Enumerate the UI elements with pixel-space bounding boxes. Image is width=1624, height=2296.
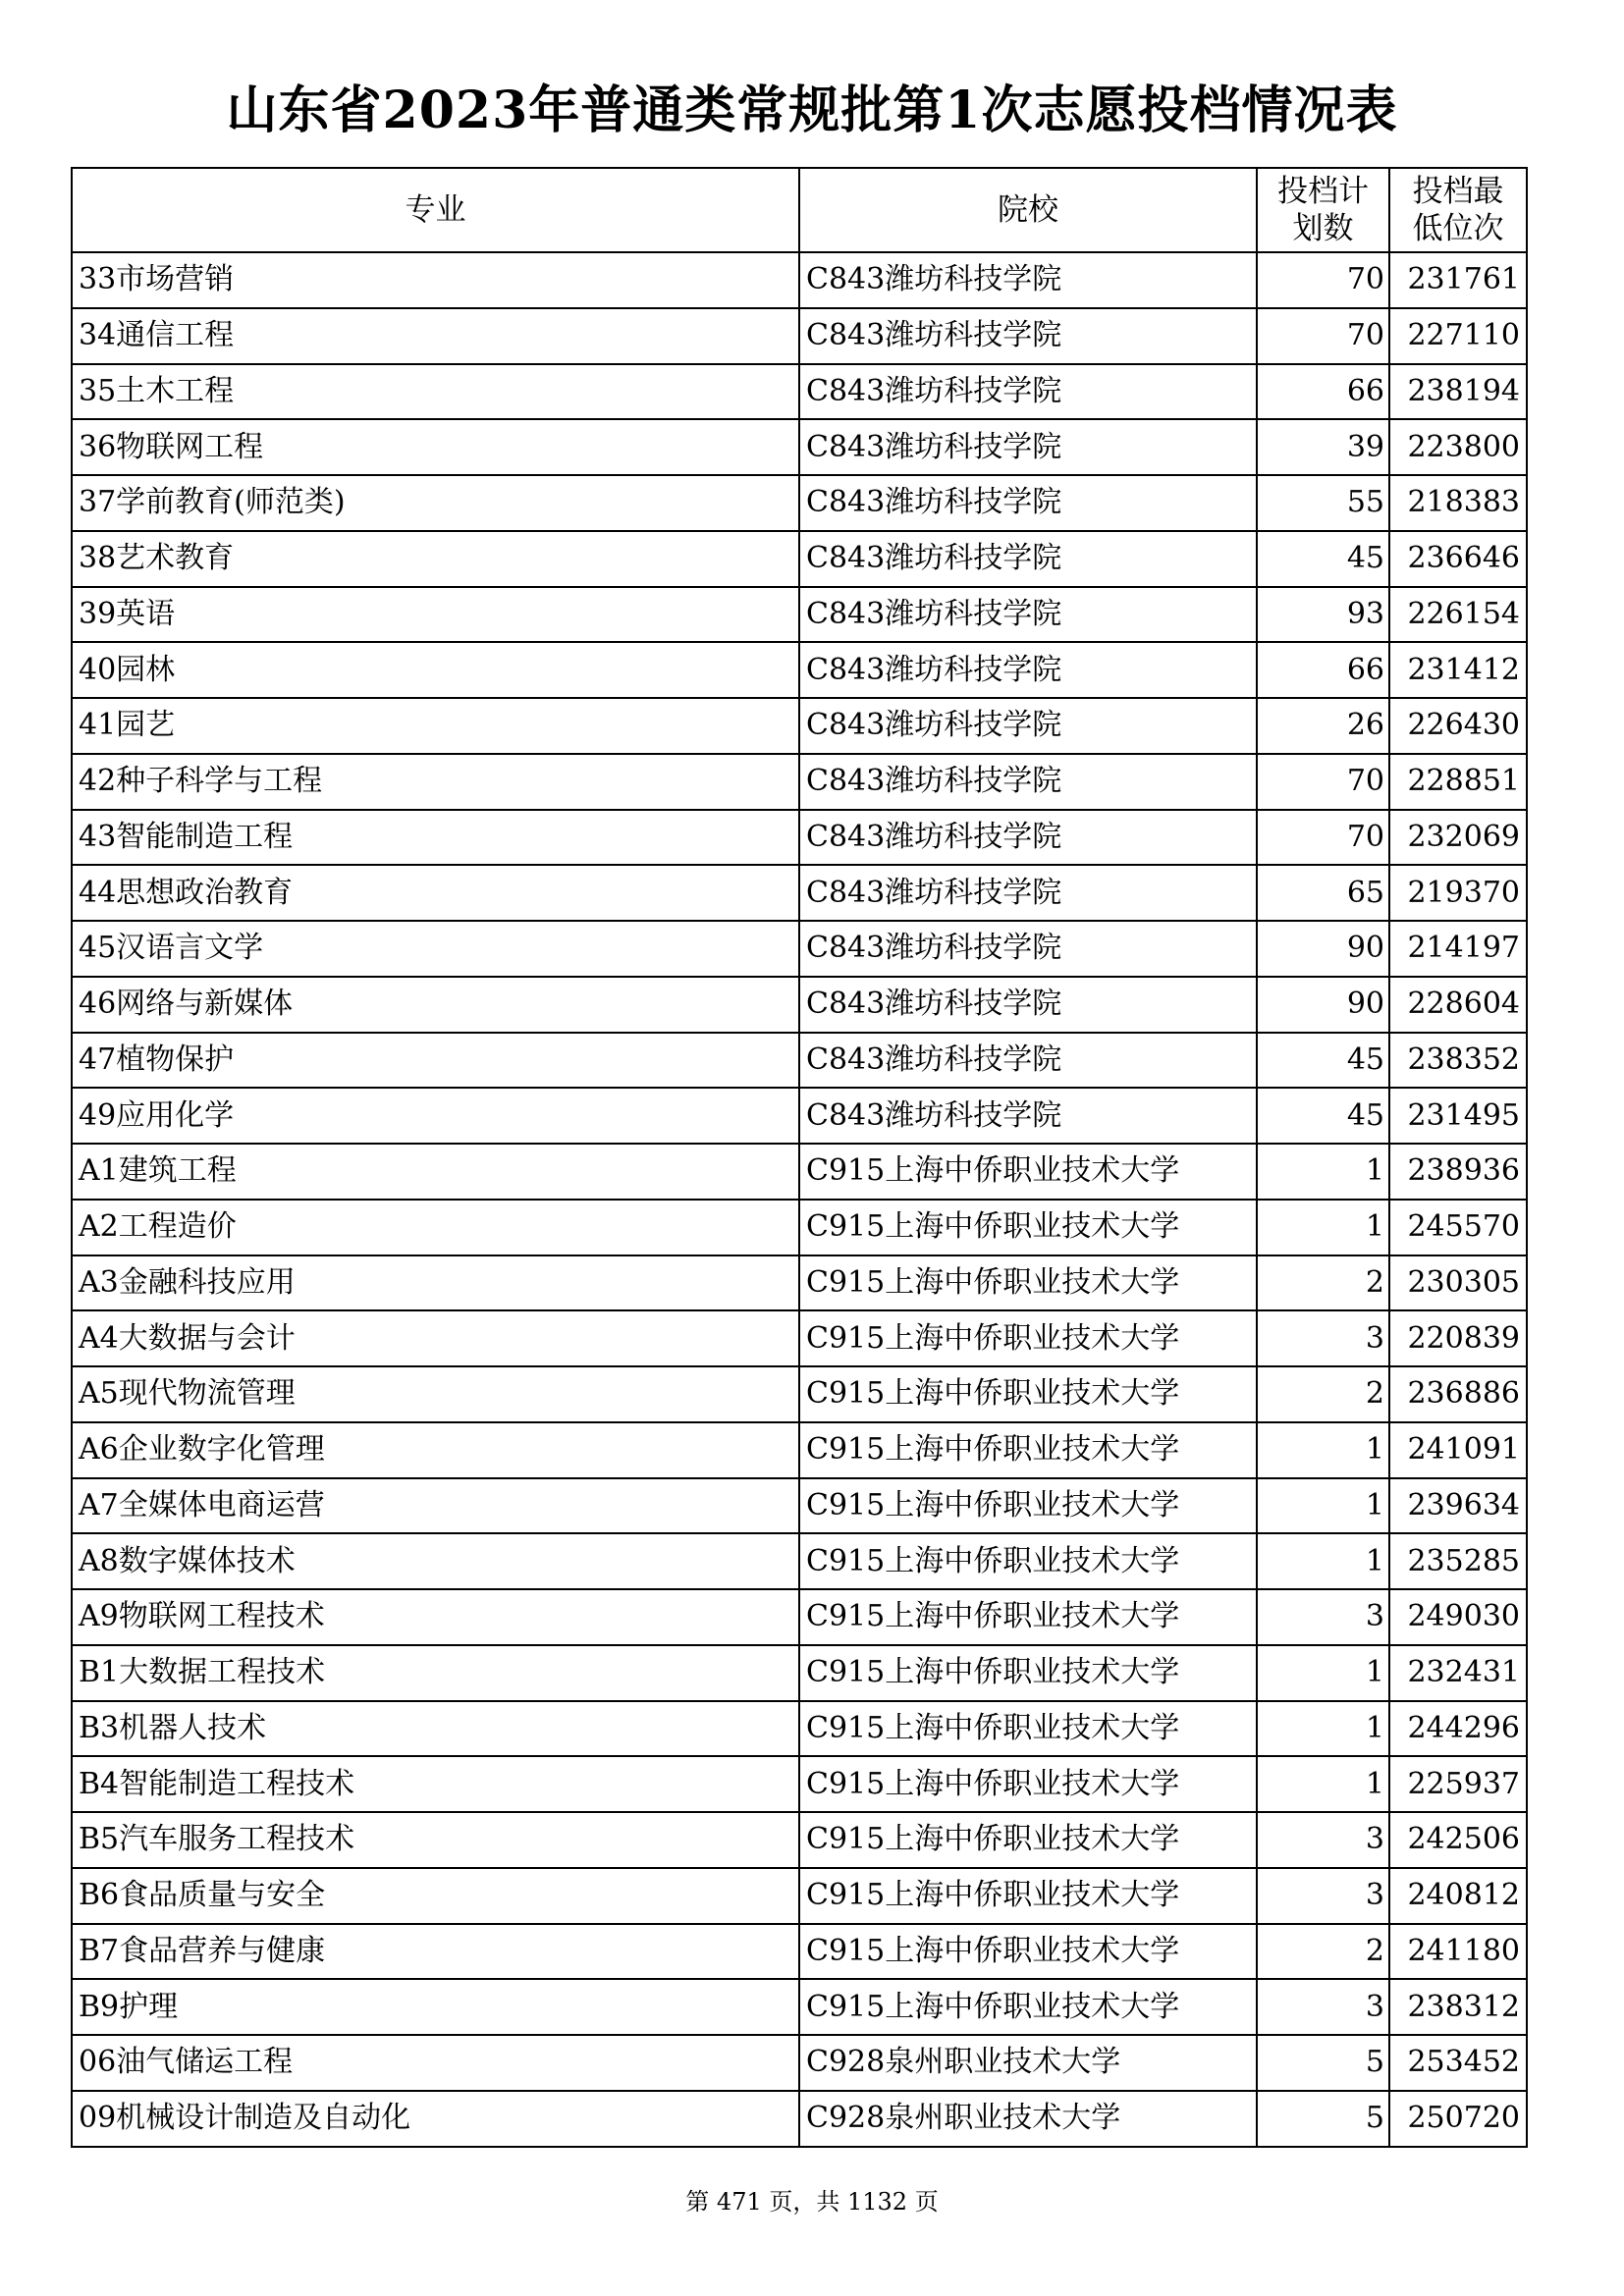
cell-rank: 241180: [1389, 1924, 1527, 1980]
cell-major: 06油气储运工程: [72, 2035, 799, 2091]
table-row: [72, 1422, 1527, 1478]
cell-rank: 242506: [1389, 1812, 1527, 1868]
cell-rank: 226154: [1389, 587, 1527, 643]
cell-plan: 70: [1257, 252, 1389, 308]
cell-plan: 1: [1257, 1645, 1389, 1701]
cell-major: 40园林: [72, 642, 799, 698]
cell-major: B6食品质量与安全: [72, 1868, 799, 1924]
cell-plan: 66: [1257, 642, 1389, 698]
cell-rank: 227110: [1389, 308, 1527, 364]
table-row: [72, 1812, 1527, 1868]
table-row: [72, 754, 1527, 810]
cell-rank: 238936: [1389, 1144, 1527, 1200]
cell-school: C928泉州职业技术大学: [799, 2091, 1257, 2147]
cell-school: C843潍坊科技学院: [799, 308, 1257, 364]
table-row: [72, 1478, 1527, 1534]
cell-school: C843潍坊科技学院: [799, 1088, 1257, 1144]
cell-school: C843潍坊科技学院: [799, 977, 1257, 1033]
cell-rank: 228604: [1389, 977, 1527, 1033]
cell-rank: 223800: [1389, 419, 1527, 475]
page-title: 山东省2023年普通类常规批第1次志愿投档情况表: [226, 80, 1398, 140]
table-row: [72, 364, 1527, 420]
cell-school: C843潍坊科技学院: [799, 698, 1257, 754]
table-row: [72, 1310, 1527, 1366]
cell-rank: 250720: [1389, 2091, 1527, 2147]
header-rank-line2: 低位次: [1412, 211, 1504, 246]
cell-major: 47植物保护: [72, 1033, 799, 1089]
table-row: [72, 1255, 1527, 1311]
table-body: [72, 252, 1527, 2147]
cell-major: A6企业数字化管理: [72, 1422, 799, 1478]
cell-major: B9护理: [72, 1979, 799, 2035]
cell-major: 37学前教育(师范类): [72, 475, 799, 531]
header-rank-line1: 投档最: [1412, 174, 1504, 209]
cell-plan: 2: [1257, 1255, 1389, 1311]
cell-plan: 3: [1257, 1589, 1389, 1645]
cell-school: C915上海中侨职业技术大学: [799, 1701, 1257, 1757]
table-row: [72, 1924, 1527, 1980]
cell-school: C843潍坊科技学院: [799, 531, 1257, 587]
cell-rank: 231495: [1389, 1088, 1527, 1144]
cell-major: 36物联网工程: [72, 419, 799, 475]
cell-plan: 1: [1257, 1756, 1389, 1812]
cell-major: B5汽车服务工程技术: [72, 1812, 799, 1868]
cell-rank: 245570: [1389, 1200, 1527, 1255]
table-row: [72, 1033, 1527, 1089]
cell-rank: 214197: [1389, 921, 1527, 977]
cell-rank: 236646: [1389, 531, 1527, 587]
table-row: [72, 1366, 1527, 1422]
cell-school: C843潍坊科技学院: [799, 252, 1257, 308]
table-row: [72, 642, 1527, 698]
cell-rank: 232069: [1389, 810, 1527, 866]
cell-rank: 220839: [1389, 1310, 1527, 1366]
cell-plan: 5: [1257, 2035, 1389, 2091]
cell-major: A2工程造价: [72, 1200, 799, 1255]
cell-school: C915上海中侨职业技术大学: [799, 1533, 1257, 1589]
header-plan-line1: 投档计: [1277, 174, 1369, 209]
cell-school: C843潍坊科技学院: [799, 419, 1257, 475]
table-row: [72, 1645, 1527, 1701]
cell-school: C843潍坊科技学院: [799, 364, 1257, 420]
cell-major: 41园艺: [72, 698, 799, 754]
cell-major: A9物联网工程技术: [72, 1589, 799, 1645]
cell-major: 33市场营销: [72, 252, 799, 308]
cell-plan: 45: [1257, 1088, 1389, 1144]
cell-school: C915上海中侨职业技术大学: [799, 1979, 1257, 2035]
table-row: [72, 1533, 1527, 1589]
table-row: [72, 419, 1527, 475]
cell-rank: 241091: [1389, 1422, 1527, 1478]
cell-plan: 90: [1257, 921, 1389, 977]
cell-school: C843潍坊科技学院: [799, 475, 1257, 531]
cell-rank: 236886: [1389, 1366, 1527, 1422]
cell-rank: 230305: [1389, 1255, 1527, 1311]
cell-school: C843潍坊科技学院: [799, 1033, 1257, 1089]
table-row: [72, 1756, 1527, 1812]
table-row: [72, 1589, 1527, 1645]
table-row: [72, 308, 1527, 364]
cell-school: C843潍坊科技学院: [799, 921, 1257, 977]
cell-plan: 3: [1257, 1868, 1389, 1924]
cell-major: 09机械设计制造及自动化: [72, 2091, 799, 2147]
cell-rank: 253452: [1389, 2035, 1527, 2091]
cell-rank: 226430: [1389, 698, 1527, 754]
cell-major: B4智能制造工程技术: [72, 1756, 799, 1812]
cell-plan: 26: [1257, 698, 1389, 754]
header-school: 院校: [799, 168, 1257, 252]
cell-major: B3机器人技术: [72, 1701, 799, 1757]
cell-major: A1建筑工程: [72, 1144, 799, 1200]
cell-plan: 55: [1257, 475, 1389, 531]
cell-rank: 218383: [1389, 475, 1527, 531]
cell-school: C915上海中侨职业技术大学: [799, 1478, 1257, 1534]
cell-major: A8数字媒体技术: [72, 1533, 799, 1589]
table-row: [72, 475, 1527, 531]
cell-major: A3金融科技应用: [72, 1255, 799, 1311]
table-row: [72, 1144, 1527, 1200]
cell-plan: 39: [1257, 419, 1389, 475]
cell-rank: 232431: [1389, 1645, 1527, 1701]
page-footer: 第 471 页，共 1132 页: [685, 2188, 939, 2216]
table-row: [72, 1200, 1527, 1255]
cell-plan: 93: [1257, 587, 1389, 643]
cell-school: C843潍坊科技学院: [799, 865, 1257, 921]
cell-plan: 1: [1257, 1701, 1389, 1757]
cell-rank: 238194: [1389, 364, 1527, 420]
cell-plan: 1: [1257, 1422, 1389, 1478]
cell-plan: 2: [1257, 1924, 1389, 1980]
cell-major: B7食品营养与健康: [72, 1924, 799, 1980]
cell-school: C915上海中侨职业技术大学: [799, 1366, 1257, 1422]
cell-major: 46网络与新媒体: [72, 977, 799, 1033]
cell-rank: 235285: [1389, 1533, 1527, 1589]
cell-plan: 45: [1257, 1033, 1389, 1089]
cell-rank: 238352: [1389, 1033, 1527, 1089]
cell-major: A4大数据与会计: [72, 1310, 799, 1366]
cell-rank: 244296: [1389, 1701, 1527, 1757]
header-rank: [1389, 168, 1527, 252]
cell-major: 44思想政治教育: [72, 865, 799, 921]
cell-school: C915上海中侨职业技术大学: [799, 1868, 1257, 1924]
cell-major: 38艺术教育: [72, 531, 799, 587]
cell-plan: 1: [1257, 1144, 1389, 1200]
admission-table: [71, 167, 1528, 2148]
cell-rank: 249030: [1389, 1589, 1527, 1645]
cell-plan: 2: [1257, 1366, 1389, 1422]
header-plan: [1257, 168, 1389, 252]
cell-plan: 90: [1257, 977, 1389, 1033]
cell-major: 45汉语言文学: [72, 921, 799, 977]
table-row: [72, 1088, 1527, 1144]
cell-major: B1大数据工程技术: [72, 1645, 799, 1701]
cell-plan: 70: [1257, 810, 1389, 866]
cell-rank: 219370: [1389, 865, 1527, 921]
cell-major: 49应用化学: [72, 1088, 799, 1144]
header-plan-line2: 划数: [1292, 211, 1354, 246]
cell-school: C843潍坊科技学院: [799, 810, 1257, 866]
cell-plan: 66: [1257, 364, 1389, 420]
cell-plan: 70: [1257, 754, 1389, 810]
table-row: [72, 1979, 1527, 2035]
cell-major: 39英语: [72, 587, 799, 643]
cell-school: C915上海中侨职业技术大学: [799, 1645, 1257, 1701]
cell-major: A5现代物流管理: [72, 1366, 799, 1422]
cell-rank: 238312: [1389, 1979, 1527, 2035]
cell-school: C915上海中侨职业技术大学: [799, 1255, 1257, 1311]
cell-rank: 225937: [1389, 1756, 1527, 1812]
cell-major: 42种子科学与工程: [72, 754, 799, 810]
table-row: [72, 1701, 1527, 1757]
cell-major: 35土木工程: [72, 364, 799, 420]
cell-plan: 5: [1257, 2091, 1389, 2147]
header-major: 专业: [72, 168, 799, 252]
cell-school: C915上海中侨职业技术大学: [799, 1310, 1257, 1366]
table-row: [72, 698, 1527, 754]
cell-major: 43智能制造工程: [72, 810, 799, 866]
cell-school: C843潍坊科技学院: [799, 754, 1257, 810]
cell-rank: 239634: [1389, 1478, 1527, 1534]
cell-school: C915上海中侨职业技术大学: [799, 1200, 1257, 1255]
cell-plan: 70: [1257, 308, 1389, 364]
cell-school: C928泉州职业技术大学: [799, 2035, 1257, 2091]
cell-school: C843潍坊科技学院: [799, 587, 1257, 643]
cell-school: C915上海中侨职业技术大学: [799, 1144, 1257, 1200]
cell-school: C915上海中侨职业技术大学: [799, 1924, 1257, 1980]
table-row: [72, 810, 1527, 866]
cell-plan: 1: [1257, 1200, 1389, 1255]
cell-plan: 1: [1257, 1533, 1389, 1589]
cell-school: C915上海中侨职业技术大学: [799, 1756, 1257, 1812]
cell-school: C915上海中侨职业技术大学: [799, 1589, 1257, 1645]
cell-plan: 3: [1257, 1812, 1389, 1868]
cell-school: C915上海中侨职业技术大学: [799, 1812, 1257, 1868]
cell-plan: 45: [1257, 531, 1389, 587]
cell-rank: 231761: [1389, 252, 1527, 308]
cell-plan: 3: [1257, 1310, 1389, 1366]
cell-school: C843潍坊科技学院: [799, 642, 1257, 698]
cell-plan: 65: [1257, 865, 1389, 921]
cell-plan: 1: [1257, 1478, 1389, 1534]
table-row: [72, 252, 1527, 308]
table-row: [72, 1868, 1527, 1924]
cell-rank: 228851: [1389, 754, 1527, 810]
table-row: [72, 977, 1527, 1033]
cell-school: C915上海中侨职业技术大学: [799, 1422, 1257, 1478]
table-row: [72, 865, 1527, 921]
cell-rank: 240812: [1389, 1868, 1527, 1924]
cell-plan: 3: [1257, 1979, 1389, 2035]
table-row: [72, 2091, 1527, 2147]
table-row: [72, 921, 1527, 977]
table-row: [72, 2035, 1527, 2091]
table-header-row: [72, 168, 1527, 252]
cell-major: A7全媒体电商运营: [72, 1478, 799, 1534]
cell-rank: 231412: [1389, 642, 1527, 698]
table-row: [72, 587, 1527, 643]
table-row: [72, 531, 1527, 587]
cell-major: 34通信工程: [72, 308, 799, 364]
